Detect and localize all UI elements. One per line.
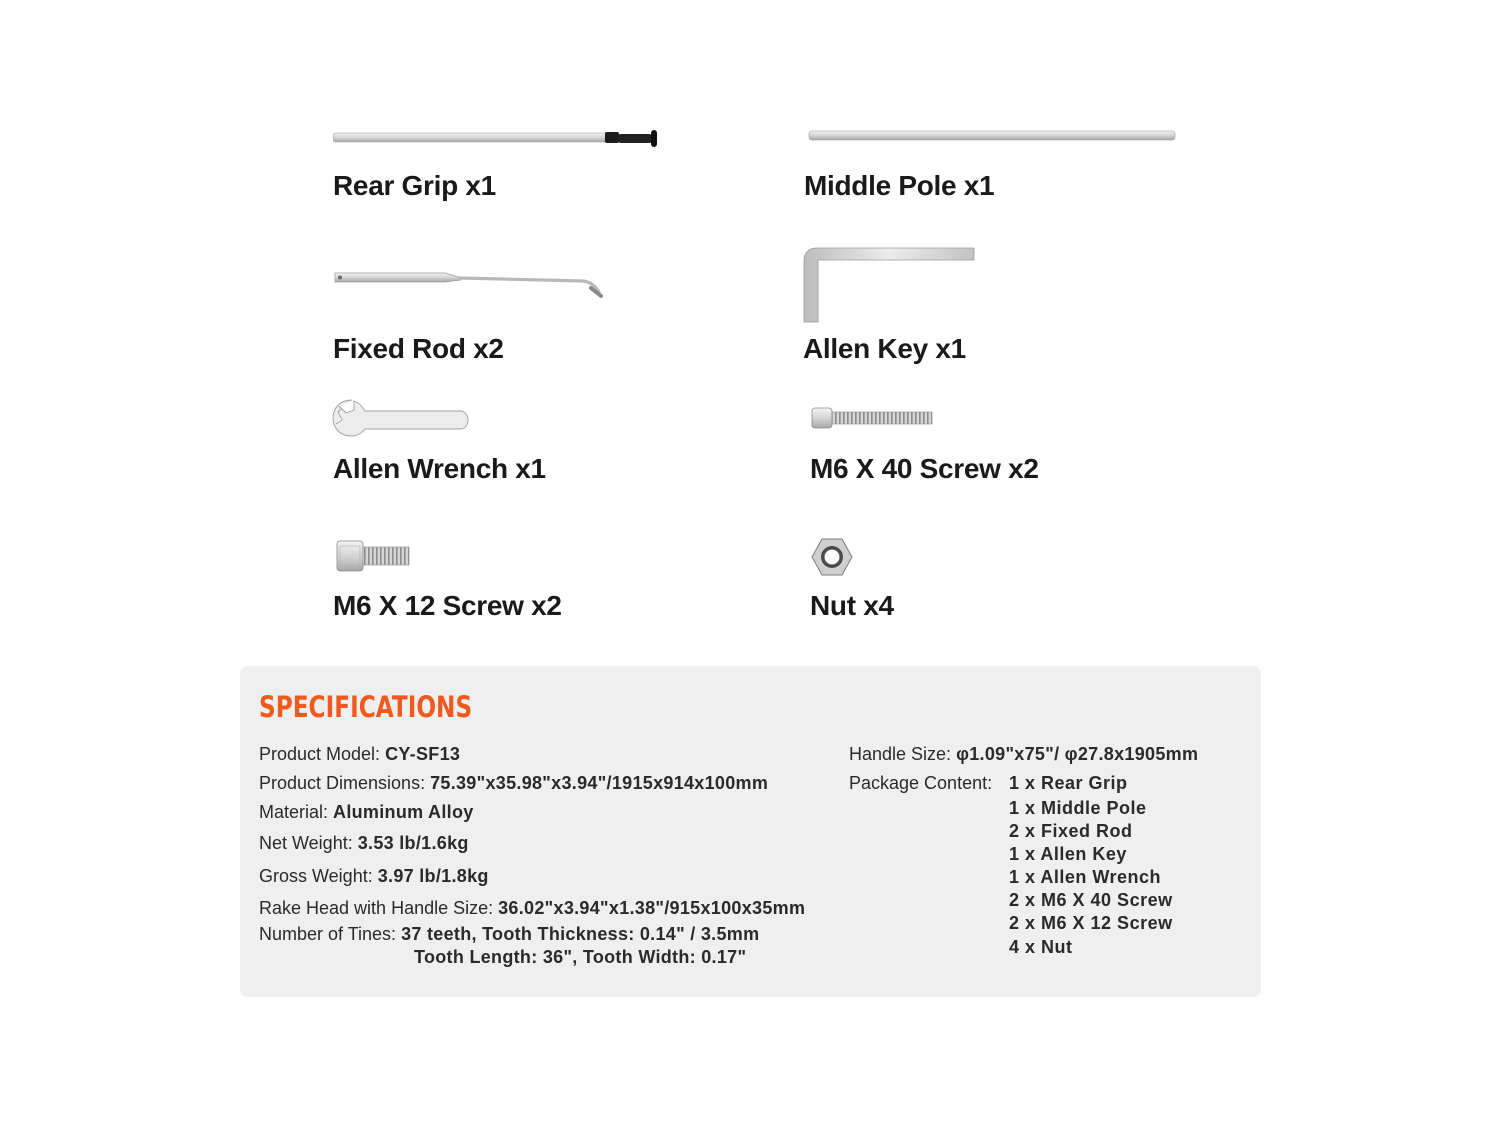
spec-net-weight — [259, 833, 469, 854]
spec-product-dimensions — [259, 773, 768, 794]
spec-value: 3.97 lb/1.8kg — [377, 866, 489, 886]
part-label-allen-wrench: Allen Wrench x1 — [333, 453, 546, 484]
part-label-allen-key: Allen Key x1 — [803, 333, 966, 364]
spec-key: Gross Weight: — [259, 866, 378, 886]
spec-product-model — [259, 744, 460, 765]
package-item: 4 x Nut — [1009, 937, 1073, 957]
spec-material — [259, 802, 474, 823]
spec-value: 3.53 lb/1.6kg — [357, 833, 469, 853]
package-item: 2 x Fixed Rod — [1009, 821, 1133, 841]
spec-key: Product Model: — [259, 744, 386, 764]
spec-number-of-tines — [259, 924, 759, 945]
spec-value: 75.39"x35.98"x3.94"/1915x914x100mm — [430, 773, 769, 793]
wrench-icon — [332, 398, 470, 440]
part-label-nut: Nut x4 — [810, 590, 894, 621]
short-screw-icon — [336, 538, 412, 574]
package-item: 1 x Middle Pole — [1009, 798, 1147, 818]
part-label-fixed-rod: Fixed Rod x2 — [333, 333, 504, 364]
package-item: 1 x Allen Key — [1009, 844, 1127, 864]
spec-key: Material: — [259, 802, 334, 822]
fixed-rod-icon — [333, 268, 608, 302]
spec-package-content — [849, 773, 992, 794]
part-label-middle-pole: Middle Pole x1 — [804, 170, 995, 201]
spec-key: Handle Size: — [849, 744, 957, 764]
spec-value: Aluminum Alloy — [333, 802, 474, 822]
allen-key-icon — [802, 246, 978, 326]
spec-value: φ1.09"x75"/ φ27.8x1905mm — [956, 744, 1199, 764]
spec-gross-weight — [259, 866, 489, 887]
spec-key: Rake Head with Handle Size: — [259, 898, 499, 918]
spec-rake-head-size — [259, 898, 805, 919]
spec-key: Package Content: — [849, 773, 993, 793]
spec-handle-size — [849, 744, 1198, 765]
hex-nut-icon — [811, 538, 853, 576]
spec-tines-continuation: Tooth Length: 36", Tooth Width: 0.17" — [414, 947, 747, 967]
spec-key: Number of Tines: — [259, 924, 402, 944]
package-item: 1 x Allen Wrench — [1009, 867, 1162, 887]
package-item: 2 x M6 X 40 Screw — [1009, 890, 1173, 910]
spec-value: 37 teeth, Tooth Thickness: 0.14" / 3.5mm — [401, 924, 760, 944]
specifications-panel — [240, 666, 1261, 997]
spec-value: CY-SF13 — [385, 744, 461, 764]
long-screw-icon — [811, 405, 935, 431]
rear-grip-icon — [333, 126, 663, 152]
specifications-title: SPECIFICATIONS — [259, 690, 473, 724]
package-item: 2 x M6 X 12 Screw — [1009, 913, 1173, 933]
part-label-m6x12-screw: M6 X 12 Screw x2 — [333, 590, 562, 621]
part-label-m6x40-screw: M6 X 40 Screw x2 — [810, 453, 1039, 484]
package-item: 1 x Rear Grip — [1009, 773, 1128, 793]
middle-pole-icon — [808, 129, 1178, 143]
part-label-rear-grip: Rear Grip x1 — [333, 170, 496, 201]
spec-value: 36.02"x3.94"x1.38"/915x100x35mm — [498, 898, 806, 918]
spec-key: Product Dimensions: — [259, 773, 431, 793]
spec-key: Net Weight: — [259, 833, 358, 853]
